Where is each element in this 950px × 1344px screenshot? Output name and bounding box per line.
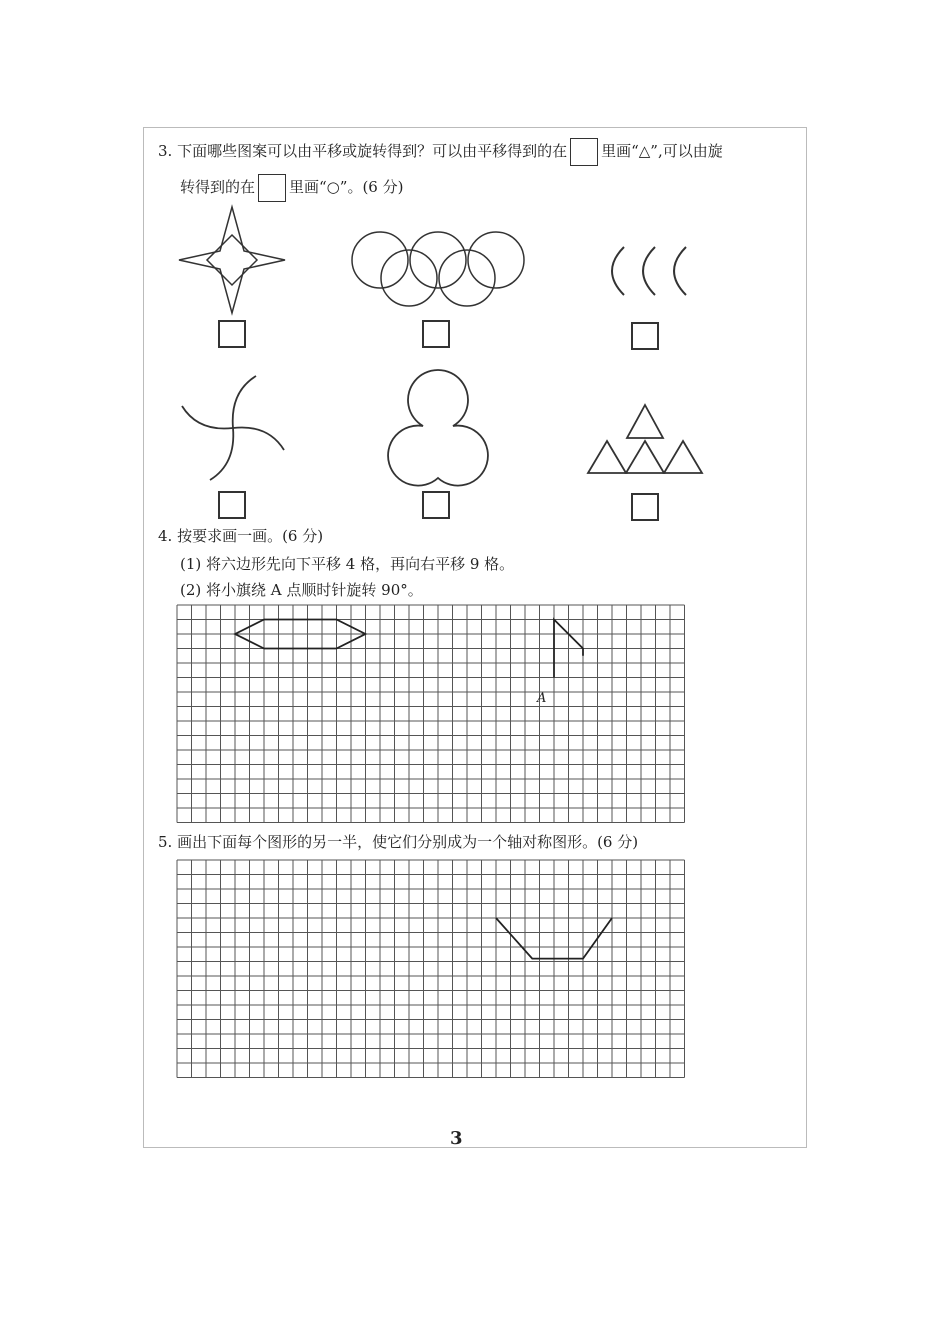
- q3-text-2: 里画“△”,可以由旋: [601, 142, 723, 160]
- q3-line1: [158, 138, 723, 166]
- q4-item-1: (1) 将六边形先向下平移 4 格，再向右平移 9 格。: [180, 555, 515, 573]
- answer-box-star[interactable]: [218, 320, 246, 348]
- four-point-star-figure: [175, 205, 290, 315]
- answer-box-three-circles[interactable]: [422, 491, 450, 519]
- q5-title: 5. 画出下面每个图形的另一半，使它们分别成为一个轴对称图形。(6 分): [158, 833, 639, 851]
- q4-title: 4. 按要求画一画。(6 分): [158, 527, 324, 545]
- triangles-figure: [585, 405, 705, 475]
- three-circles-figure: [383, 378, 493, 483]
- q3-line2: [180, 174, 403, 202]
- olympic-rings-figure: [350, 232, 525, 307]
- grid-q5: [177, 860, 687, 1078]
- point-a-label: A: [537, 691, 547, 706]
- page-number: 3: [450, 1128, 463, 1149]
- q3-text-1: 3. 下面哪些图案可以由平移或旋转得到？可以由平移得到的在: [158, 142, 568, 160]
- answer-box-rings[interactable]: [422, 320, 450, 348]
- q3-text-3: 转得到的在: [180, 178, 256, 196]
- answer-box-triangles[interactable]: [631, 493, 659, 521]
- arcs-figure: [600, 245, 695, 300]
- grid-q4: [177, 605, 687, 823]
- q4-item-2: (2) 将小旗绕 A 点顺时针旋转 90°。: [180, 581, 423, 599]
- answer-box-inline: [570, 138, 598, 166]
- answer-box-inline: [258, 174, 286, 202]
- answer-box-arcs[interactable]: [631, 322, 659, 350]
- pinwheel-figure: [178, 372, 288, 484]
- q3-text-4: 里画“○”。(6 分): [289, 178, 404, 196]
- answer-box-pinwheel[interactable]: [218, 491, 246, 519]
